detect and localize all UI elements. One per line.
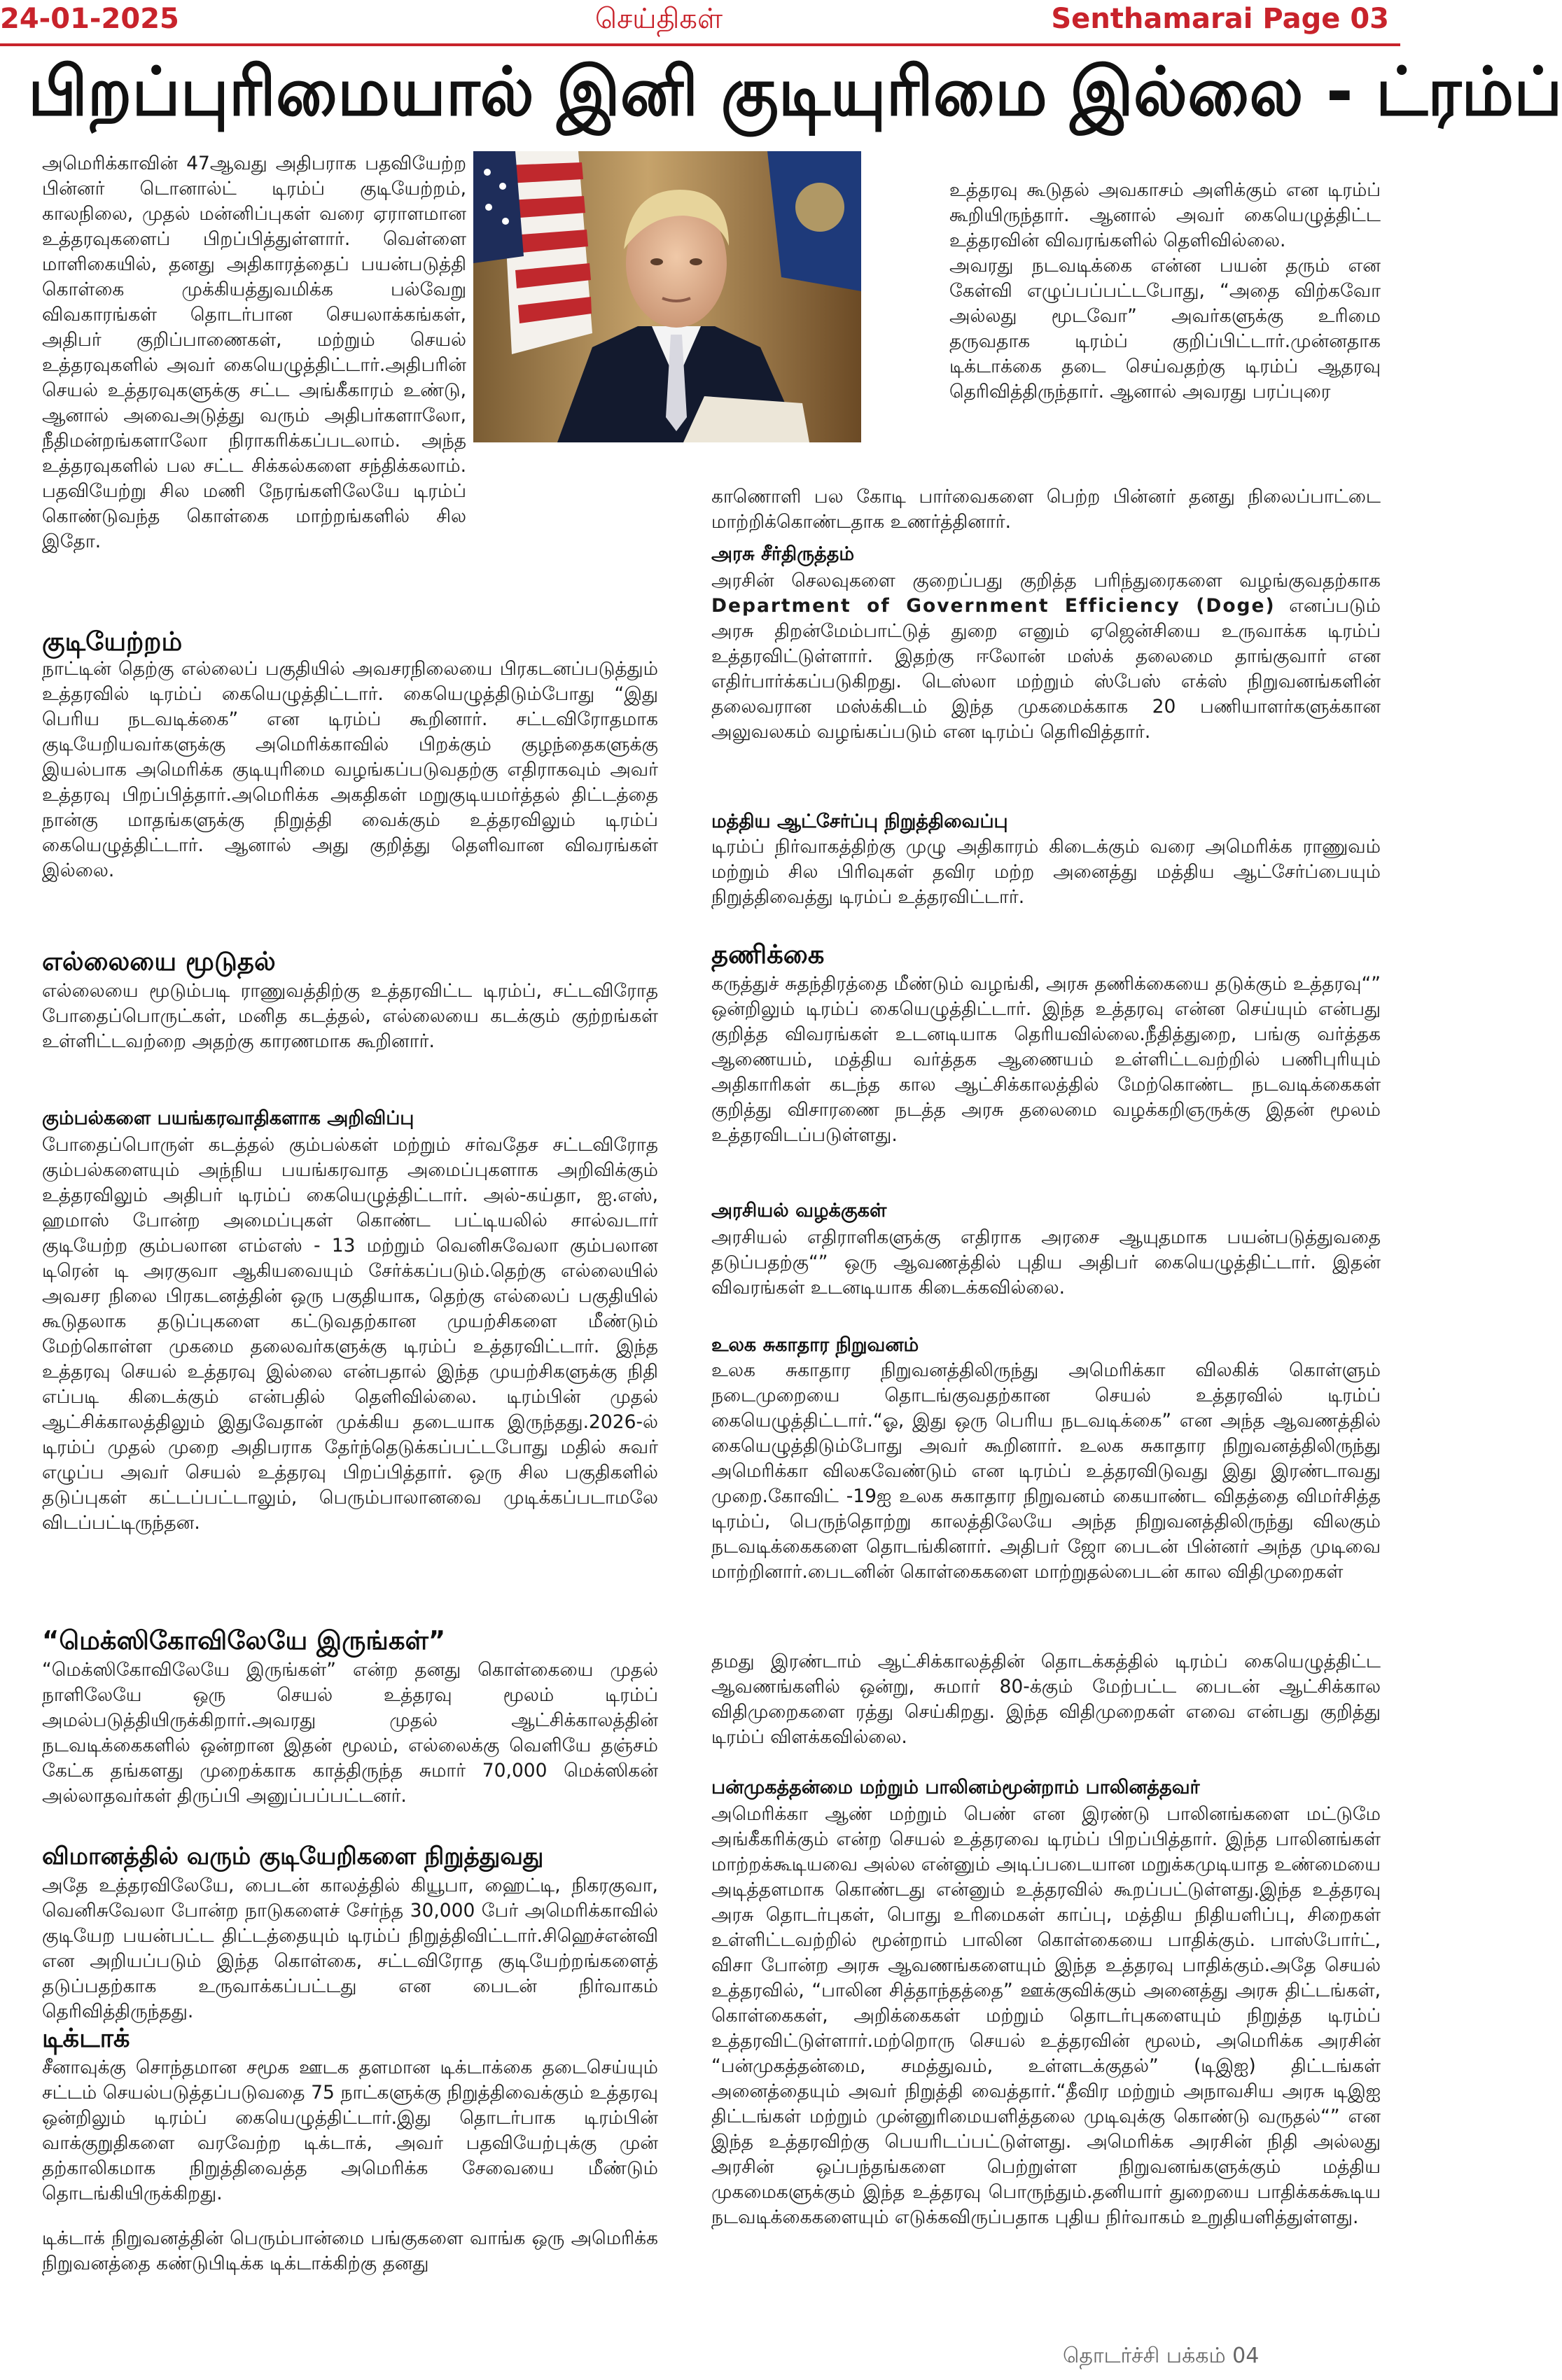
section-body-border: எல்லையை மூடும்படி ராணுவத்திற்கு உத்தரவிட்ட டிரம்ப், சட்டவிரோத போதைப்பொருட்கள், மனித கடத்தல், எல்லையை கடக்கும் குற்றங்கள் உள்ளிட்டவற்றை அதற்கு காரணமாக கூறினார்.	[42, 980, 658, 1052]
continued-on-page: தொடர்ச்சி பக்கம் 04	[1063, 2344, 1260, 2368]
doge-name: Department of Government Efficiency (Doge)	[711, 595, 1276, 617]
section-body-censorship: கருத்துச் சுதந்திரத்தை மீண்டும் வழங்கி, அரசு தணிக்கையை தடுக்கும் உத்தரவு“” ஒன்றிலும் டிரம்ப் கையெழுத்திட்டார். இந்த உத்தரவு என்ன செய்யும் என்பது குறித்த விவரங்கள் உடனடியாக தெரியவில்லை.நீதித்துறை, பங்கு வர்த்தக ஆணையம், மத்திய வர்த்தக ஆணையம் உள்ளிட்டவற்றில் பணிபுரியும் அதிகாரிகள் கடந்த கால ஆட்சிக்காலத்தில் மேற்கொண்ட நடவடிக்கைகள் குறித்து விசாரணை நடத்த அரசு தலைமை வழக்கறிஞருக்கு இதன் மூலம் உத்தரவிடப்படுள்ளது.	[711, 973, 1381, 1146]
section-body-gangs: போதைப்பொருள் கடத்தல் கும்பல்கள் மற்றும் சர்வதேச சட்டவிரோத கும்பல்களையும் அந்நிய பயங்கரவாத அமைப்புகளாக அறிவிக்கும் உத்தரவிலும் அதிபர் டிரம்ப் கையெழுத்திட்டார். அல்-கய்தா, ஐ.எஸ், ஹமாஸ் போன்ற அமைப்புகள் கொண்ட பட்டியலில் சால்வடார் குடியேற்ற கும்பலான எம்எஸ் - 13 மற்றும் வெனிசுவேலா கும்பலான டிரென் டி அரகுவா ஆகியவையும் சேர்க்கப்படும்.தெற்கு எல்லையில் அவசர நிலை பிரகடனத்தின் ஒரு பகுதியாக, தெற்கு எல்லைப் பகுதியில் கூடுதலாக தடுப்புகளை கட்டுவதற்கான முயற்சிகளை மீண்டும் மேற்கொள்ள முகமை தலைவர்களுக்கு டிரம்ப் உத்தரவிட்டார். இந்த உத்தரவு செயல் உத்தரவு இல்லை என்பதால் இந்த முயற்சிகளுக்கு நிதி எப்படி கிடைக்கும் என்பதில் தெளிவில்லை. டிரம்பின் முதல் ஆட்சிக்காலத்திலும் இதுவேதான் முக்கிய தடையாக இருந்தது.2026-ல் டிரம்ப் முதல் முறை அதிபராக தேர்ந்தெடுக்கப்பட்டபோது மதில் சுவர் எழுப்ப அவர் செயல் உத்தரவு பிறப்பித்தார். ஒரு சில பகுதிகளில் தடுப்புகள் கட்டப்பட்டாலும், பெரும்பாலானவை முடிக்கப்படாமலே விடப்பட்டிருந்தன.	[42, 1134, 658, 1534]
section-body-who-2: தமது இரண்டாம் ஆட்சிக்காலத்தின் தொடக்கத்தில் டிரம்ப் கையெழுத்திட்ட ஆவணங்களில் ஒன்று, சுமார் 80-க்கும் மேற்பட்ட பைடன் ஆட்சிக்கால விதிமுறைகளை ரத்து செய்கிறது. இந்த விதிமுறைகள் எவை என்பது குறித்து டிரம்ப் விளக்கவில்லை.	[711, 1651, 1381, 1748]
trump-photo	[473, 151, 861, 442]
intro-text: அமெரிக்காவின் 47ஆவது அதிபராக பதவியேற்ற பின்னர் டொனால்ட் டிரம்ப் குடியேற்றம், காலநிலை, முதல் மன்னிப்புகள் வரை ஏராளமான உத்தரவுகளைப் பிறப்பித்துள்ளார். வெள்ளை மாளிகையில், தனது அதிகாரத்தைப் பயன்படுத்தி கொள்கை முக்கியத்துவமிக்க பல்வேறு விவகாரங்கள் தொடர்பான செயலாக்கங்கள், அதிபர் குறிப்பாணைகள், மற்றும் செயல் உத்தரவுகளில் அவர் கையெழுத்திட்டார்.அதிபரின் செயல் உத்தரவுகளுக்கு சட்ட அங்கீகாரம் உண்டு, ஆனால் அவைஅடுத்து வரும் அதிபர்களாலோ, நீதிமன்றங்களாலோ நிராகரிக்கப்படலாம். அந்த உத்தரவுகளில் பல சட்ட சிக்கல்களை சந்திக்கலாம். பதவியேற்று சில மணி நேரங்களிலேயே டிரம்ப் கொண்டுவந்த கொள்கை மாற்றங்களில் சில இதோ.	[42, 153, 466, 552]
masthead-bar	[0, 0, 1400, 43]
headline: பிறப்புரிமையால் இனி குடியுரிமை இல்லை - ட்ரம்ப்	[28, 52, 1562, 131]
section-title-political-cases: அரசியல் வழக்குகள்	[711, 1200, 887, 1222]
intro-paragraph	[42, 151, 466, 575]
section-title-immigration: குடியேற்றம்	[42, 626, 183, 657]
tiktok-continuation-end	[711, 484, 1381, 535]
section-body-tiktok-2: டிக்டாக் நிறுவனத்தின் பெரும்பான்மை பங்குகளை வாங்க ஒரு அமெரிக்க நிறுவனத்தை கண்டுபிடிக்க டிக்டாக்கிற்கு தனது	[42, 2227, 658, 2274]
newspaper-page-label: Senthamarai Page 03	[1051, 3, 1389, 35]
section-title-who: உலக சுகாதார நிறுவனம்	[711, 1334, 919, 1356]
section-body-diversity-gender: அமெரிக்கா ஆண் மற்றும் பெண் என இரண்டு பாலினங்களை மட்டுமே அங்கீகரிக்கும் என்ற செயல் உத்தரவை டிரம்ப் பிறப்பித்தார். இந்த பாலினங்கள் மாற்றக்கூடியவை அல்ல என்னும் அடிப்படையான மறுக்கமுடியாத உண்மையை அடித்தளமாக கொண்டது என்னும் உத்தரவில் கூறப்பட்டுள்ளது.இந்த உத்தரவு அரசு தொடர்புகள், பொது உரிமைகள் காப்பு, மத்திய நிதியளிப்பு, சிறைகள் உள்ளிட்டவற்றில் மூன்றாம் பாலின கொள்கையை பாதிக்கும். பாஸ்போர்ட், விசா போன்ற அரசு ஆவணங்களையும் இந்த உத்தரவு பாதிக்கும்.அதே செயல் உத்தரவில், “பாலின சித்தாந்தத்தை” ஊக்குவிக்கும் அனைத்து அரசு திட்டங்கள், கொள்கைகள், அறிக்கைகள் மற்றும் தொடர்புகளையும் நிறுத்த டிரம்ப் உத்தரவிட்டுள்ளார்.மற்றொரு செயல் உத்தரவின் மூலம், அமெரிக்க அரசின் “பன்முகத்தன்மை, சமத்துவம், உள்ளடக்குதல்” (டிஇஐ) திட்டங்கள் அனைத்தையும் அவர் நிறுத்தி வைத்தார்.“தீவிர மற்றும் அநாவசிய அரசு டிஇஐ திட்டங்கள் மற்றும் முன்னுரிமையளித்தலை முடிவுக்கு கொண்டு வருதல்“” என இந்த உத்தரவிற்கு பெயரிடப்பட்டுள்ளது. அமெரிக்க அரசின் நிதி அல்லது அரசின் ஒப்பந்தங்களை பெற்றுள்ள நிறுவனங்களுக்கும் மத்திய முகமைகளுக்கும் இந்த உத்தரவு பொருந்தும்.தனியார் துறையை பாதிக்கக்கூடிய நடவடிக்கைகளையும் எடுக்கவிருப்பதாக புதிய நிர்வாகம் உறுதியளித்துள்ளது.	[711, 1803, 1381, 2228]
tiktok-cont-text-1: உத்தரவு கூடுதல் அவகாசம் அளிக்கும் என டிரம்ப் கூறியிருந்தார். ஆனால் அவர் கையெழுத்திட்ட உத்தரவின் விவரங்களில் தெளிவில்லை.	[949, 179, 1381, 251]
section-body-tiktok: சீனாவுக்கு சொந்தமான சமூக ஊடக தளமான டிக்டாக்கை தடைசெய்யும் சட்டம் செயல்படுத்தப்படுவதை 75 நாட்களுக்கு நிறுத்திவைக்கும் உத்தரவு ஒன்றிலும் டிரம்ப் கையெழுத்திட்டார்.இது தொடர்பாக டிரம்பின் வாக்குறுதிகளை வரவேற்ற டிக்டாக், அவர் பதவியேற்புக்கு முன் தற்காலிகமாக நிறுத்திவைத்த அமெரிக்க சேவையை மீண்டும் தொடங்கியிருக்கிறது.	[42, 2057, 658, 2204]
section-title-tiktok: டிக்டாக்	[42, 2023, 130, 2053]
gov-reform-text-b: எனப்படும் அரசு திறன்மேம்பாட்டுத் துறை எனும் ஏஜென்சியை உருவாக்க டிரம்ப் உத்தரவிட்டுள்ளார். இதற்கு ஈலோன் மஸ்க் தலைமை தாங்குவார் என எதிர்பார்க்கப்படுகிறது. டெஸ்லா மற்றும் ஸ்பேஸ் எக்ஸ் நிறுவனங்களின் தலைவரான மஸ்க்கிடம் இந்த முகமைக்காக 20 பணியாளர்களுக்கான அலுவலகம் வழங்கப்படும் என டிரம்ப் தெரிவித்தார்.	[711, 595, 1381, 743]
section-title-hiring-freeze: மத்திய ஆட்சேர்ப்பு நிறுத்திவைப்பு	[711, 811, 1008, 832]
section-title-border: எல்லையை மூடுதல்	[42, 946, 276, 976]
section-name: செய்திகள்	[595, 3, 723, 35]
section-title-remain-in-mexico: “மெக்ஸிகோவிலேயே இருங்கள்”	[42, 1625, 446, 1656]
section-title-gangs: கும்பல்களை பயங்கரவாதிகளாக அறிவிப்பு	[42, 1107, 414, 1129]
tiktok-continuation	[949, 178, 1381, 405]
tiktok-cont-text-3: காணொளி பல கோடி பார்வைகளை பெற்ற பின்னர் தனது நிலைப்பாட்டை மாற்றிக்கொண்டதாக உணர்த்தினார்.	[711, 486, 1381, 533]
gov-reform-text-a: அரசின் செலவுகளை குறைப்பது குறித்த பரிந்துரைகளை வழங்குவதற்காக	[711, 570, 1381, 592]
section-title-diversity-gender: பன்முகத்தன்மை மற்றும் பாலினம்மூன்றாம் பாலினத்தவர்	[711, 1777, 1200, 1798]
section-title-gov-reform: அரசு சீர்திருத்தம்	[711, 543, 855, 565]
section-body-hiring-freeze: டிரம்ப் நிர்வாகத்திற்கு முழு அதிகாரம் கிடைக்கும் வரை அமெரிக்க ராணுவம் மற்றும் சில பிரிவுகள் தவிர மற்ற அனைத்து மத்திய ஆட்சேர்ப்பையும் நிறுத்திவைத்து டிரம்ப் உத்தரவிட்டார்.	[711, 836, 1381, 908]
section-title-censorship: தணிக்கை	[711, 939, 825, 969]
issue-date: 24-01-2025	[0, 3, 179, 35]
section-body-gov-reform	[711, 568, 1381, 745]
section-body-remain-in-mexico: “மெக்ஸிகோவிலேயே இருங்கள்” என்ற தனது கொள்கையை முதல் நாளிலேயே ஒரு செயல் உத்தரவு மூலம் டிரம்ப் அமல்படுத்தியிருக்கிறார்.அவரது முதல் ஆட்சிக்காலத்தின் நடவடிக்கைகளில் ஒன்றான இதன் மூலம், எல்லைக்கு வெளியே தஞ்சம் கேட்க தங்களது முறைக்காக காத்திருந்த சுமார் 70,000 மெக்ஸிகன் அல்லாதவர்கள் திருப்பி அனுப்பப்பட்டனர்.	[42, 1659, 658, 1807]
section-body-flights: அதே உத்தரவிலேயே, பைடன் காலத்தில் கியூபா, ஹைட்டி, நிகரகுவா, வெனிசுவேலா போன்ற நாடுகளைச் சேர்ந்த 30,000 பேர் அமெரிக்காவில் குடியேற பயன்பட்ட திட்டத்தையும் டிரம்ப் நிறுத்திவிட்டார்.சிஹெச்என்வி என அறியப்படும் இந்த கொள்கை, சட்டவிரோத குடியேற்றங்களைத் தடுப்பதற்காக உருவாக்கப்பட்டது என பைடன் நிர்வாகம் தெரிவித்திருந்தது.	[42, 1875, 658, 2022]
section-body-who: உலக சுகாதார நிறுவனத்திலிருந்து அமெரிக்கா விலகிக் கொள்ளும் நடைமுறையை தொடங்குவதற்கான செயல் உத்தரவில் டிரம்ப் கையெழுத்திட்டார்.“ஓ, இது ஒரு பெரிய நடவடிக்கை” என அந்த ஆவணத்தில் கையெழுத்திடும்போது அவர் கூறினார். உலக சுகாதார நிறுவனத்திலிருந்து அமெரிக்கா விலகவேண்டும் என டிரம்ப் உத்தரவிடுவது இது இரண்டாவது முறை.கோவிட் -19ஐ உலக சுகாதார நிறுவனம் கையாண்ட விதத்தை விமர்சித்த டிரம்ப், பெருந்தொற்று காலத்திலேயே அந்த நிறுவனத்திலிருந்து விலகும் நடவடிக்கைகளை தொடங்கினார். அதிபர் ஜோ பைடன் பின்னர் அந்த முடிவை மாற்றினார்.பைடனின் கொள்கைகளை மாற்றுதல்பைடன் கால விதிமுறைகள்	[711, 1359, 1381, 1583]
section-title-flights: விமானத்தில் வரும் குடியேறிகளை நிறுத்துவது	[42, 1842, 544, 1870]
tiktok-cont-text-2: அவரது நடவடிக்கை என்ன பயன் தரும் என கேள்வி எழுப்பப்பட்டபோது, “அதை விற்கவோ அல்லது மூடவோ” அவர்களுக்கு உரிமை தருவதாக டிரம்ப் குறிப்பிட்டார்.முன்னதாக டிக்டாக்கை தடை செய்வதற்கு டிரம்ப் ஆதரவு தெரிவித்திருந்தார். ஆனால் அவரது பரப்புரை	[949, 255, 1381, 402]
section-body-political-cases: அரசியல் எதிராளிகளுக்கு எதிராக அரசை ஆயுதமாக பயன்படுத்துவதை தடுப்பதற்கு“” ஒரு ஆவணத்தில் புதிய அதிபர் கையெழுத்திட்டார். இதன் விவரங்கள் உடனடியாக கிடைக்கவில்லை.	[711, 1226, 1381, 1298]
trump-photo-illustration	[473, 151, 861, 442]
section-body-immigration: நாட்டின் தெற்கு எல்லைப் பகுதியில் அவசரநிலையை பிரகடனப்படுத்தும் உத்தரவில் டிரம்ப் கையெழுத்திட்டார். கையெழுத்திடும்போது “இது பெரிய நடவடிக்கை” என டிரம்ப் கூறினார். சட்டவிரோதமாக குடியேறியவர்களுக்கு அமெரிக்காவில் பிறக்கும் குழந்தைகளுக்கு இயல்பாக அமெரிக்க குடியுரிமை வழங்கப்படுவதற்கு எதிராகவும் அவர் உத்தரவு பிறப்பித்தார்.அமெரிக்க அகதிகள் மறுகுடியமர்த்தல் திட்டத்தை நான்கு மாதங்களுக்கு நிறுத்தி வைக்கும் உத்தரவிலும் டிரம்ப் கையெழுத்திட்டார். ஆனால் அது குறித்து தெளிவான விவரங்கள் இல்லை.	[42, 658, 658, 881]
